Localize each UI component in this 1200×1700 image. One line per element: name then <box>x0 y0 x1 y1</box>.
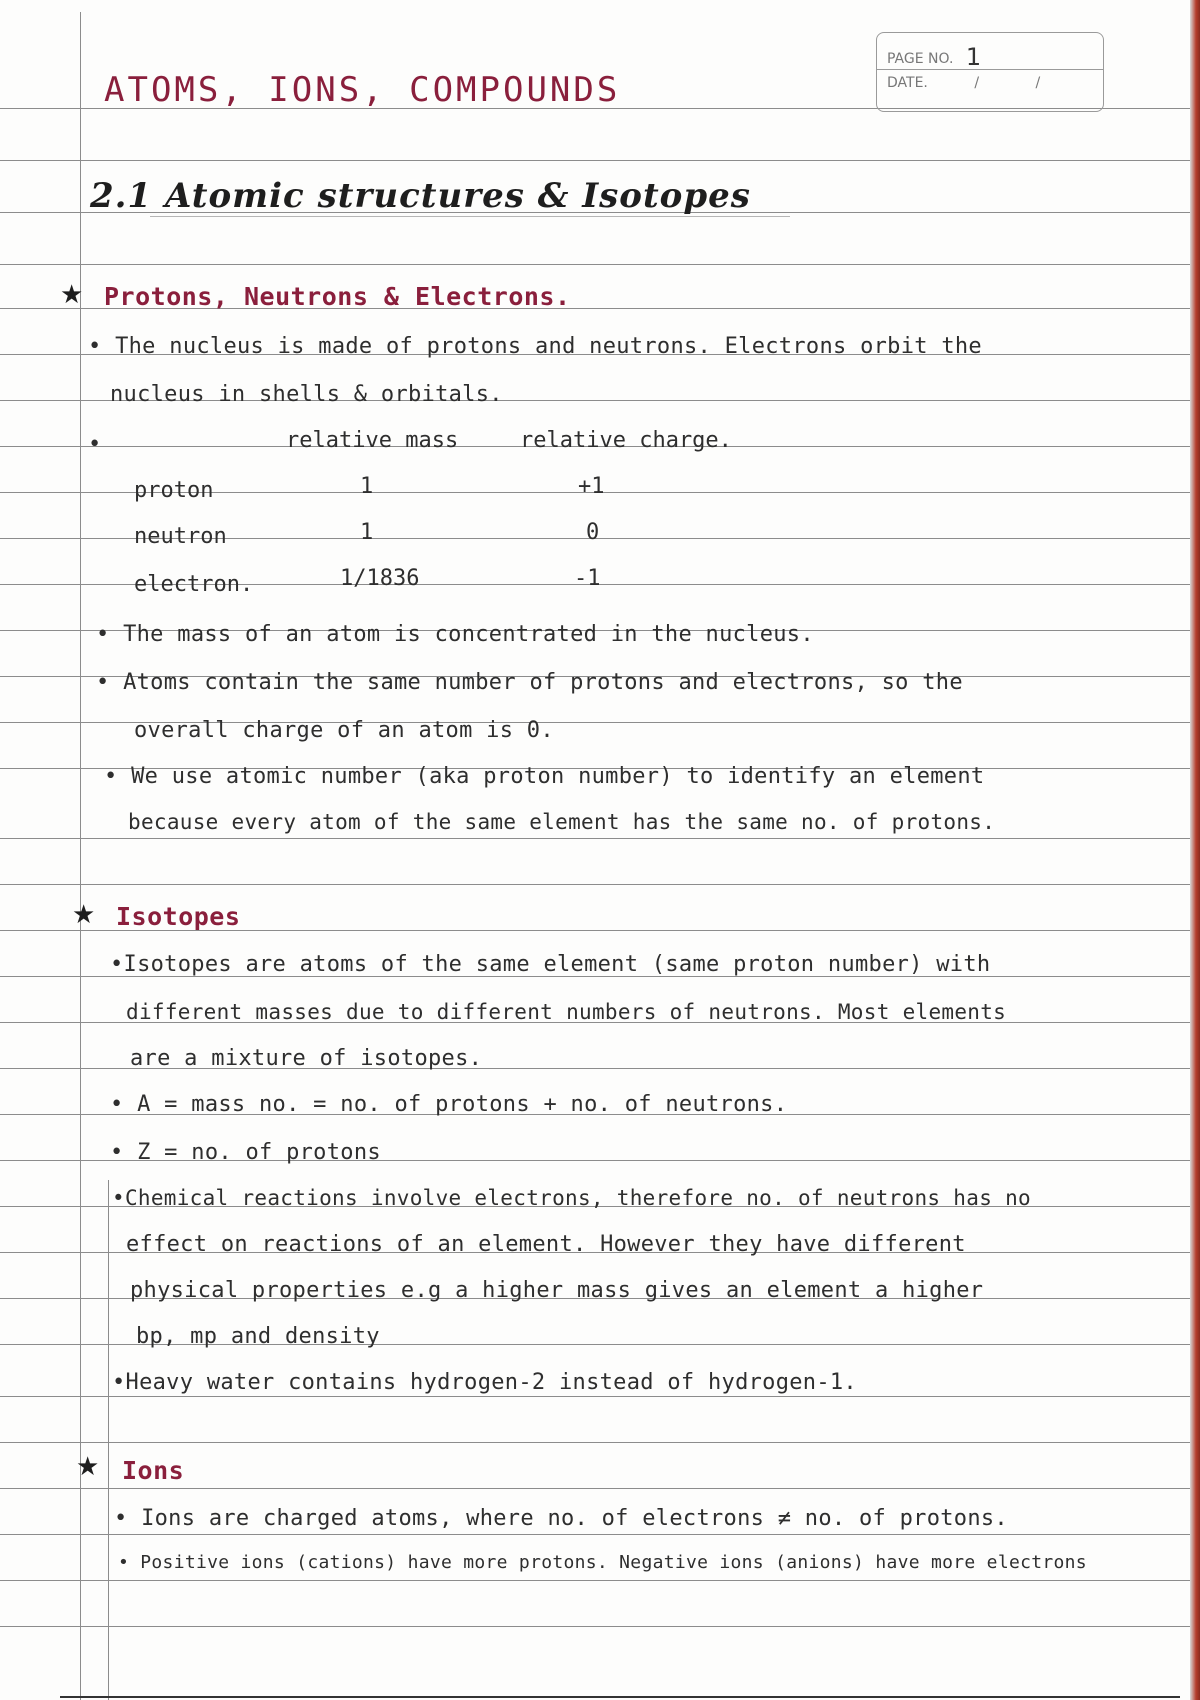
star-icon: ★ <box>76 1452 100 1482</box>
text-line <box>110 952 990 977</box>
page-bottom-edge <box>60 1696 1180 1698</box>
text-line <box>88 334 982 359</box>
text-line-content: We use atomic number (aka proton number) to identify an element <box>131 764 985 789</box>
bullet-icon: • <box>96 670 110 695</box>
ions-heading: Ions <box>122 1456 185 1485</box>
star-icon: ★ <box>72 900 96 930</box>
margin-line <box>80 12 81 1700</box>
table-row-charge: -1 <box>574 566 601 591</box>
text-line <box>96 670 963 695</box>
ruled-line <box>0 264 1200 265</box>
table-row-mass: 1/1836 <box>340 566 420 591</box>
ruled-line <box>0 1626 1200 1627</box>
table-row-mass: 1 <box>360 520 374 545</box>
margin-line-inner <box>108 1180 109 1700</box>
page-title: ATOMS, IONS, COMPOUNDS <box>104 70 621 110</box>
text-line <box>110 1140 381 1165</box>
bullet-icon: • <box>112 1186 125 1210</box>
page-edge <box>1190 0 1200 1700</box>
text-line-content: Isotopes are atoms of the same element (same proton number) with <box>123 952 991 977</box>
page-box-divider <box>877 69 1103 70</box>
isotopes-heading: Isotopes <box>116 902 241 931</box>
text-line: because every atom of the same element has the same no. of protons. <box>128 810 996 834</box>
ruled-line <box>0 160 1200 161</box>
bullet-icon: • <box>88 334 102 359</box>
text-line <box>96 622 814 647</box>
text-line <box>112 1370 857 1395</box>
bullet-icon: • <box>96 622 110 647</box>
table-row-name: neutron <box>134 524 227 549</box>
text-line: are a mixture of isotopes. <box>130 1046 483 1071</box>
ruled-line <box>0 1396 1200 1397</box>
ruled-line <box>0 1580 1200 1581</box>
text-line <box>114 1506 1008 1531</box>
bullet-icon: • <box>118 1552 130 1573</box>
ruled-line <box>0 1534 1200 1535</box>
ruled-line <box>0 1442 1200 1443</box>
text-line: nucleus in shells & orbitals. <box>110 382 503 407</box>
bullet-icon: • <box>110 1092 124 1117</box>
text-line-content: A = mass no. = no. of protons + no. of neutrons. <box>137 1092 788 1117</box>
page-no-label: PAGE NO. <box>887 51 954 67</box>
protons-heading: Protons, Neutrons & Electrons. <box>104 282 571 311</box>
bullet-icon: • <box>110 952 124 977</box>
text-line <box>104 764 984 789</box>
star-icon: ★ <box>60 280 84 310</box>
date-label: DATE. <box>887 75 928 91</box>
text-line: different masses due to different numbers of neutrons. Most elements <box>126 1000 1007 1024</box>
ruled-line <box>0 1488 1200 1489</box>
section-underline <box>150 216 790 217</box>
table-row-name: proton <box>134 478 214 503</box>
page-no-value: 1 <box>965 43 982 71</box>
table-row-charge: +1 <box>578 474 605 499</box>
text-line-content: Atoms contain the same number of protons and electrons, so the <box>123 670 963 695</box>
text-line <box>118 1552 1087 1573</box>
date-separator: / <box>974 75 980 91</box>
ruled-line <box>0 838 1200 839</box>
text-line-content: Positive ions (cations) have more protons. Negative ions (anions) have more electrons <box>140 1552 1087 1573</box>
table-header-charge: relative charge. <box>520 428 732 453</box>
text-line-content: Ions are charged atoms, where no. of electrons ≠ no. of protons. <box>141 1506 1008 1531</box>
bullet-icon: • <box>110 1140 124 1165</box>
text-line-content: The nucleus is made of protons and neutrons. Electrons orbit the <box>115 334 982 359</box>
text-line: physical properties e.g a higher mass gives an element a higher <box>130 1278 984 1303</box>
text-line-content: The mass of an atom is concentrated in the nucleus. <box>123 622 814 647</box>
table-row-charge: 0 <box>586 520 600 545</box>
bullet-icon: • <box>88 432 102 457</box>
table-header-mass: relative mass <box>286 428 459 453</box>
page-number-box <box>876 32 1104 112</box>
text-line: overall charge of an atom is 0. <box>134 718 554 743</box>
bullet-icon: • <box>112 1370 126 1395</box>
text-line: effect on reactions of an element. However they have different <box>126 1232 966 1257</box>
table-row-mass: 1 <box>360 474 374 499</box>
date-row <box>887 75 1040 91</box>
bullet-icon: • <box>104 764 118 789</box>
ruled-line <box>0 884 1200 885</box>
text-line <box>112 1186 1031 1210</box>
text-line-content: Z = no. of protons <box>137 1140 381 1165</box>
bullet-icon: • <box>114 1506 128 1531</box>
text-line-content: Chemical reactions involve electrons, therefore no. of neutrons has no <box>124 1186 1031 1210</box>
table-row-name: electron. <box>134 572 254 597</box>
date-separator: / <box>1035 75 1041 91</box>
text-line <box>110 1092 787 1117</box>
text-line-content: Heavy water contains hydrogen-2 instead of hydrogen-1. <box>125 1370 857 1395</box>
text-line: bp, mp and density <box>136 1324 380 1349</box>
section-heading: 2.1 Atomic structures & Isotopes <box>90 176 751 216</box>
page-no-row <box>887 41 981 69</box>
